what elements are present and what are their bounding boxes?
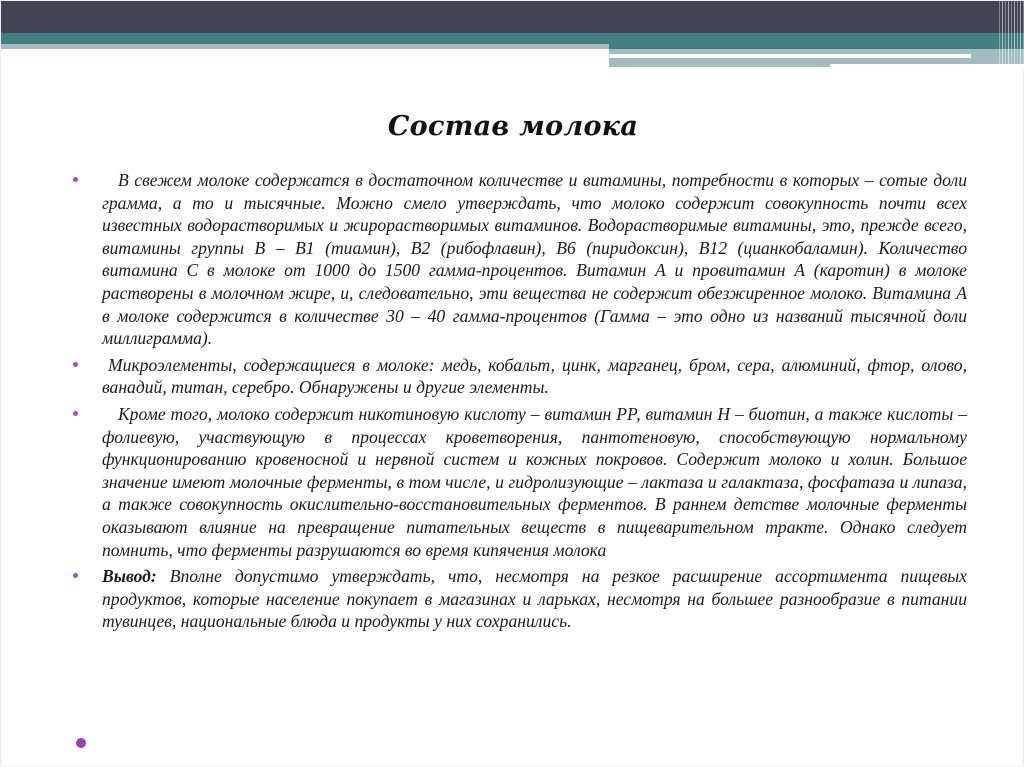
list-item [67, 565, 967, 633]
list-item [67, 403, 967, 561]
bullet-list [67, 169, 967, 637]
list-item [67, 169, 967, 350]
item-text: Вполне допустимо утверждать, что, несмотря на резкое расширение ассортимента пищевых продуктов, которые население покупает в магазинах и ларьках, несмотря на большее разнообразие в питании тувинцев, национальные блюда и продукты у них сохранились. [102, 566, 967, 632]
header-teal-band [1, 33, 1024, 44]
header-vertical-stripes [997, 1, 1024, 69]
item-text: Микроэлементы, содержащиеся в молоке: медь, кобальт, цинк, марганец, бром, сера, алюминий, фтор, олово, ванадий, титан, серебро. Обнаружены и другие элементы. [102, 354, 967, 398]
item-text: Кроме того, молоко содержит никотиновую кислоту – витамин РР, витамин Н – биотин, а также кислоты – фолиевую, участвующую в процессах кроветворения, пантотеновую, способствующую нормальному функционированию кровеносной и нервной систем и кожных покровов. Содержит молоко и холин. Большое значение имеют молочные ферменты, в том числе, и гидролизующие – лактаза и галактаза, фосфатаза и липаза, а также совокупность окислительно-восстановительных ферментов. В раннем детстве молочные ферменты оказывают влияние на превращение питательных веществ в пищеварительном тракте. Однако следует помнить, что ферменты разрушаются во время кипячения молока [102, 403, 967, 560]
bullet-dot-icon [73, 362, 78, 367]
header-white-line [609, 54, 971, 58]
item-text: В свежем молоке содержатся в достаточном количестве и витамины, потребности в которых – сотые доли грамма, а то и тысячные. Можно смело утверждать, что молоко содержит совокупность почти всех известных водорастворимых и жирорастворимых витаминов. Водорастворимые витамины, это, прежде всего, витамины группы В – В1 (тиамин), В2 (рибофлавин), В6 (пиридоксин), В12 (цианкобаламин). Количество витамина С в молоке от 1000 до 1500 гамма-процентов. Витамин А и провитамин А (каротин) в молоке растворены в молочном жире, и, следовательно, эти вещества не содержит обезжиренное молоко. Витамина А в молоке содержится в количестве 30 – 40 гамма-процентов (Гамма – это одно из названий тысячной доли миллиграмма). [102, 170, 967, 349]
bullet-dot-icon [73, 573, 78, 578]
slide-title: Состав молока [387, 111, 639, 142]
bullet-dot-icon [73, 411, 78, 416]
list-item [67, 354, 967, 399]
header-dark-band [1, 1, 1024, 33]
header-white-notch [830, 64, 1024, 68]
bullet-dot-icon [73, 177, 78, 182]
conclusion-label: Вывод: [102, 566, 157, 587]
header-light-stripe-left [1, 44, 609, 49]
empty-bullet-icon [76, 738, 86, 748]
